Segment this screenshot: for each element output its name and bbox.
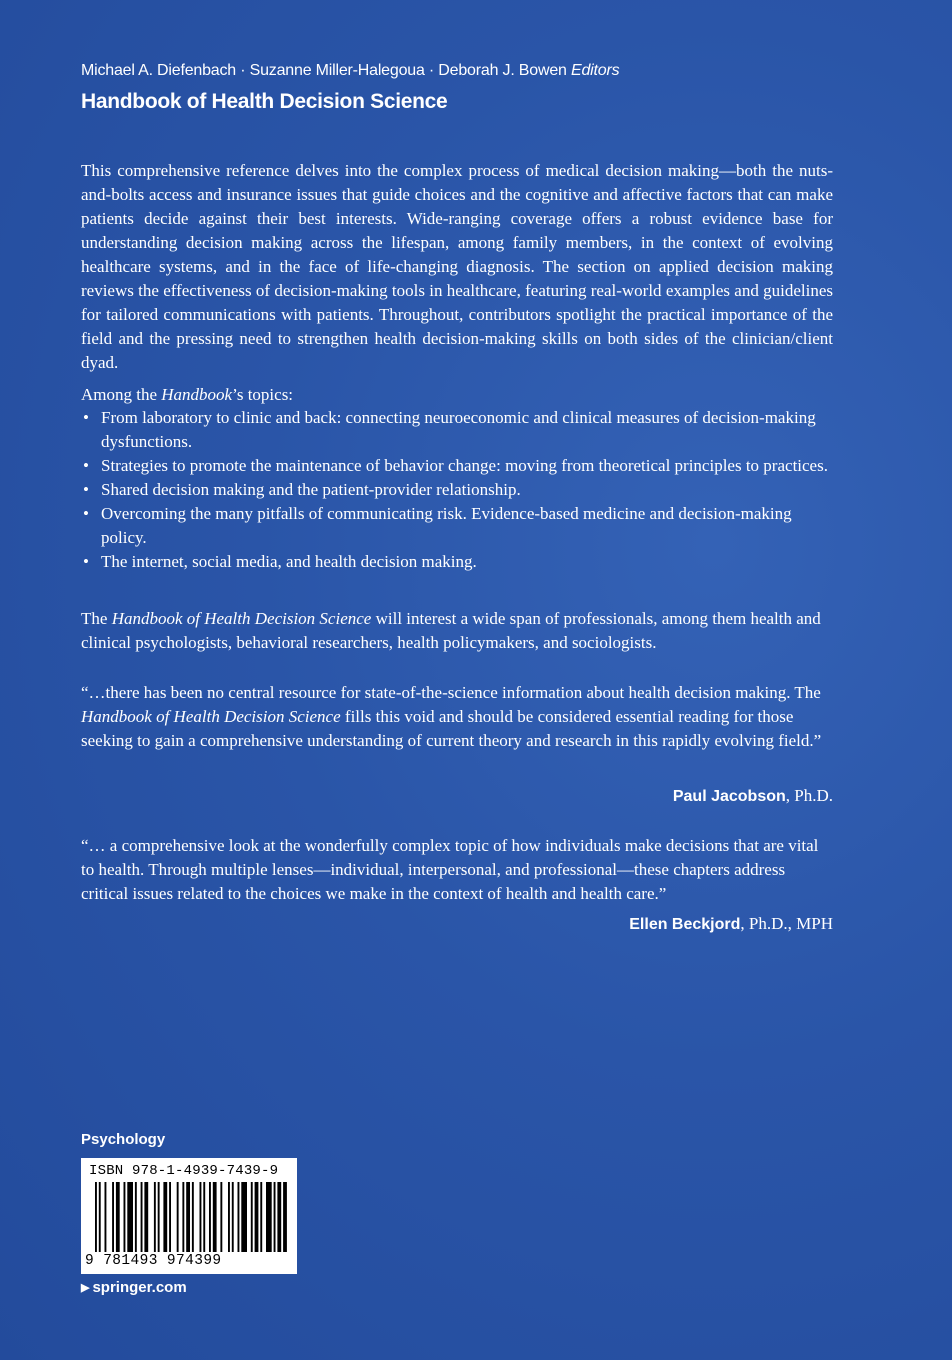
book-title: Handbook of Health Decision Science <box>81 90 448 113</box>
bullet-icon: • <box>83 480 89 499</box>
topics-list <box>81 406 833 574</box>
topics-intro-italic: Handbook <box>161 385 233 404</box>
topic-text: The internet, social media, and health decision making. <box>101 552 477 571</box>
barcode-bar <box>274 1182 276 1252</box>
publisher-website[interactable] <box>81 1278 187 1298</box>
topic-text: Overcoming the many pitfalls of communicating risk. Evidence-based medicine and decision-making policy. <box>101 504 792 547</box>
barcode-bar <box>251 1182 253 1252</box>
quote2-author-name: Ellen Beckjord <box>629 916 741 933</box>
barcode-bar <box>213 1182 217 1252</box>
barcode-bar <box>112 1182 114 1252</box>
barcode-bar <box>95 1182 97 1252</box>
barcode-bar <box>105 1182 107 1252</box>
list-item <box>81 406 833 454</box>
barcode-bar <box>158 1182 160 1252</box>
barcode-bar <box>232 1182 234 1252</box>
quote1-author-name: Paul Jacobson <box>672 788 786 805</box>
barcode-bar <box>192 1182 194 1252</box>
editors-line <box>81 60 881 82</box>
barcode-bar <box>169 1182 171 1252</box>
bullet-icon: • <box>83 456 89 475</box>
quote2-author-credentials: , Ph.D., MPH <box>740 914 833 933</box>
topic-text: Shared decision making and the patient-provider relationship. <box>101 480 521 499</box>
topic-text: Strategies to promote the maintenance of behavior change: moving from theoretical principles to practices. <box>101 456 828 475</box>
list-item <box>81 454 833 478</box>
editors-role: Editors <box>570 62 620 79</box>
barcode-bar <box>228 1182 230 1252</box>
barcode-bar <box>154 1182 156 1252</box>
bullet-icon: • <box>83 408 89 427</box>
barcode-bar <box>144 1182 148 1252</box>
barcode-bar <box>260 1182 262 1252</box>
list-item <box>81 502 833 550</box>
barcode-bar <box>238 1182 240 1252</box>
topics-intro-before: Among the <box>81 385 162 404</box>
topics-intro <box>81 383 833 407</box>
isbn-barcode <box>81 1158 297 1274</box>
barcode-bar <box>116 1182 120 1252</box>
editor-names: Michael A. Diefenbach · Suzanne Miller-Halegoua · Deborah J. Bowen <box>81 62 567 79</box>
audience-statement <box>81 607 833 655</box>
barcode-bar <box>163 1182 167 1252</box>
topics-intro-after: ’s topics: <box>232 385 294 404</box>
barcode-bar <box>99 1182 101 1252</box>
quote-1-attribution <box>673 784 833 809</box>
book-description: This comprehensive reference delves into the complex process of medical decision making—both the nuts-and-bolts access and insurance issues that guide choices and the cognitive and affective factors that can make patients decide against their best interests. Wide-ranging coverage offers a robust evidence base for understanding decision making across the lifespan, among family members, in the context of evolving healthcare systems, and in the face of life-changing diagnosis. The section on applied decision making reviews the effectiveness of decision-making tools in healthcare, featuring real-world examples and guidelines for tailored communications with patients. Throughout, contributors spotlight the practical importance of the field and the pressing need to strengthen health decision-making skills on both sides of the clinician/client dyad. <box>81 161 833 372</box>
topic-text: From laboratory to clinic and back: connecting neuroeconomic and clinical measures of decision-making dysfunctions. <box>101 408 816 451</box>
interest-italic: Handbook of Health Decision Science <box>111 609 372 628</box>
ean-digits: 9 781493 974399 <box>85 1253 222 1269</box>
barcode-bar <box>124 1182 126 1252</box>
quote1-before: “…there has been no central resource for state-of-the-science information about health decision making. The <box>81 683 821 702</box>
interest-after: will interest a wide span of professionals, among them health and clinical psychologists, behavioral researchers, health policymakers, and sociologists. <box>81 609 821 652</box>
triangle-right-icon: ▶ <box>81 1282 90 1294</box>
barcode-bar <box>241 1182 247 1252</box>
barcode-bar <box>255 1182 259 1252</box>
quote1-author-credentials: , Ph.D. <box>785 786 833 805</box>
quote-2-attribution <box>629 912 833 937</box>
review-quote-1 <box>81 681 833 753</box>
barcode-bar <box>200 1182 202 1252</box>
quote1-italic: Handbook of Health Decision Science <box>81 707 341 726</box>
interest-before: The <box>81 609 112 628</box>
barcode-bar <box>182 1182 184 1252</box>
barcode-bar <box>220 1182 222 1252</box>
barcode-bar <box>209 1182 211 1252</box>
barcode-bar <box>135 1182 137 1252</box>
bullet-icon: • <box>83 504 89 523</box>
list-item <box>81 478 833 502</box>
barcode-bar <box>186 1182 190 1252</box>
barcode-bar <box>141 1182 143 1252</box>
barcode-bar <box>277 1182 281 1252</box>
subject-category: Psychology <box>81 1131 166 1148</box>
barcode-bar <box>203 1182 205 1252</box>
barcode-bar <box>177 1182 179 1252</box>
isbn-text: ISBN 978-1-4939-7439-9 <box>89 1163 279 1179</box>
quote1-after: fills this void and should be considered essential reading for those seeking to gain a comprehensive understanding of current theory and research in this rapidly evolving field.” <box>81 707 822 750</box>
barcode-icon <box>87 1182 291 1252</box>
barcode-bar <box>127 1182 133 1252</box>
bullet-icon: • <box>83 552 89 571</box>
list-item <box>81 550 833 574</box>
barcode-bar <box>283 1182 287 1252</box>
website-text: springer.com <box>92 1279 187 1296</box>
barcode-bar <box>266 1182 272 1252</box>
review-quote-2: “… a comprehensive look at the wonderfully complex topic of how individuals make decisions that are vital to health. Through multiple lenses—individual, interpersonal, and professional—these chapters address critical issues related to the choices we make in the context of health and health care.” <box>81 836 819 903</box>
